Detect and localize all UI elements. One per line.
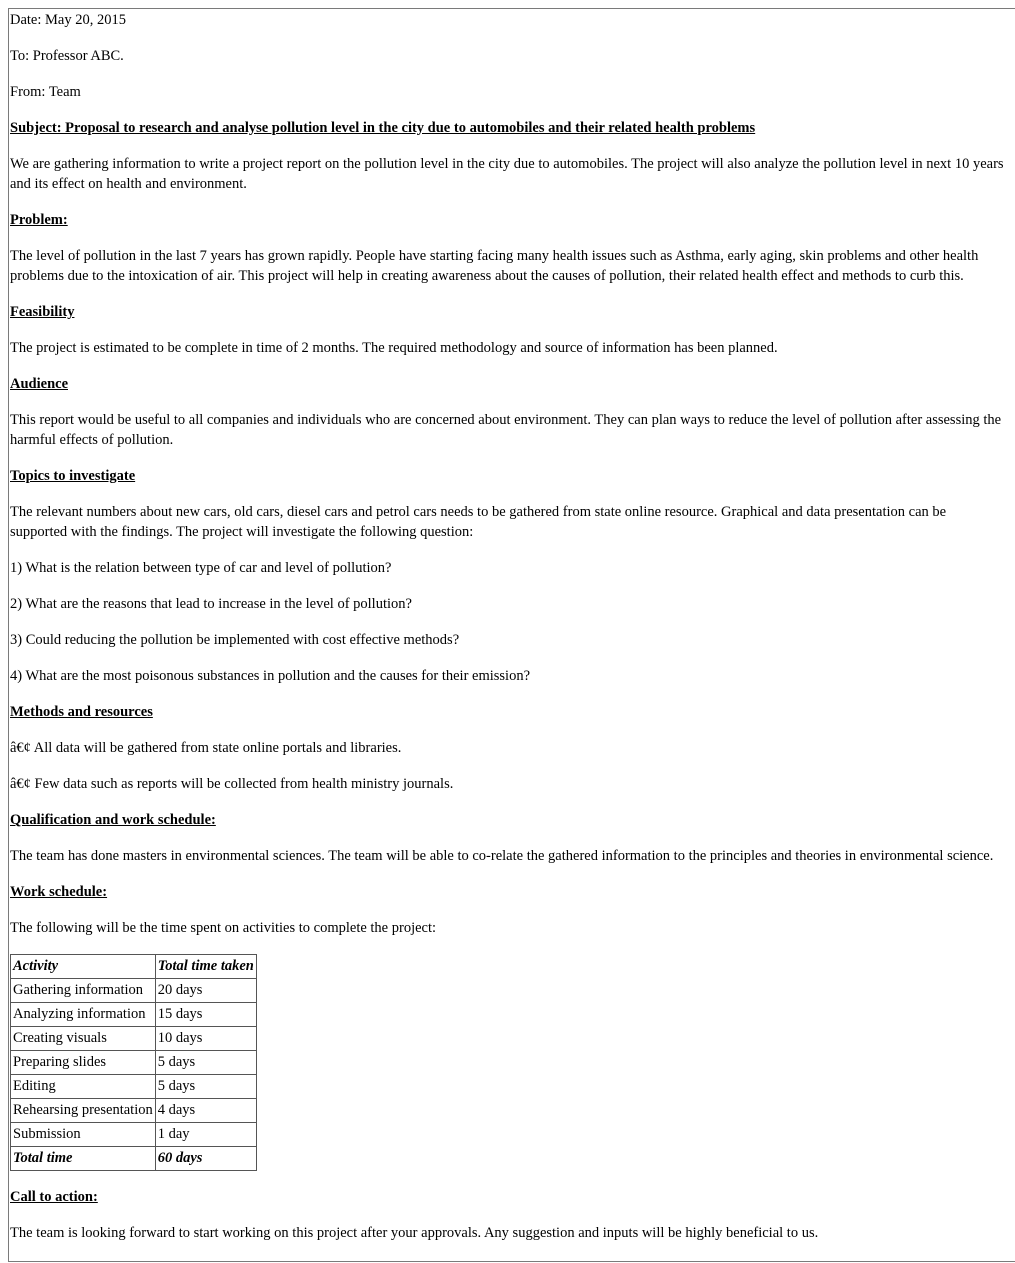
table-row — [11, 979, 257, 1003]
total-label-cell: Total time — [11, 1147, 156, 1171]
memo-document — [10, 10, 1005, 1259]
work-schedule-heading: Work schedule: — [10, 884, 108, 900]
memo-from: From: Team — [10, 84, 81, 100]
activity-cell: Creating visuals — [11, 1027, 156, 1051]
methods-heading: Methods and resources — [10, 704, 153, 720]
table-row — [11, 1075, 257, 1099]
table-row — [11, 1003, 257, 1027]
time-cell: 20 days — [155, 979, 256, 1003]
topic-question: 2) What are the reasons that lead to increase in the level of pollution? — [10, 596, 412, 612]
work-schedule-text: The following will be the time spent on activities to complete the project: — [10, 920, 437, 936]
table-header-activity: Activity — [11, 955, 156, 979]
activity-cell: Rehearsing presentation — [11, 1099, 156, 1123]
table-row — [11, 1099, 257, 1123]
problem-text: The level of pollution in the last 7 years has grown rapidly. People have starting facing many health issues such as Asthma, early aging, skin problems and other health problems due to the intoxication of air. This project will help in creating awareness about the causes of pollution, their related health effect and methods to curb this. — [10, 248, 979, 284]
activity-cell: Editing — [11, 1075, 156, 1099]
memo-subject: Subject: Proposal to research and analyse pollution level in the city due to automobiles and their related health problems — [10, 120, 756, 136]
topic-question: 3) Could reducing the pollution be implemented with cost effective methods? — [10, 632, 460, 648]
table-header-time: Total time taken — [155, 955, 256, 979]
topics-heading: Topics to investigate — [10, 468, 136, 484]
table-total-row — [11, 1147, 257, 1171]
qualification-heading: Qualification and work schedule: — [10, 812, 216, 828]
topic-question: 4) What are the most poisonous substances in pollution and the causes for their emission? — [10, 668, 531, 684]
table-header-row — [11, 955, 257, 979]
time-cell: 10 days — [155, 1027, 256, 1051]
table-row — [11, 1027, 257, 1051]
activity-cell: Submission — [11, 1123, 156, 1147]
time-cell: 1 day — [155, 1123, 256, 1147]
problem-heading: Problem: — [10, 212, 68, 228]
topics-text: The relevant numbers about new cars, old cars, diesel cars and petrol cars needs to be gathered from state online resource. Graphical and data presentation can be supported with the findings. The project will investigate the following question: — [10, 504, 947, 540]
total-value-cell: 60 days — [155, 1147, 256, 1171]
qualification-text: The team has done masters in environmental sciences. The team will be able to co-relate the gathered information to the principles and theories in environmental science. — [10, 848, 994, 864]
table-row — [11, 1051, 257, 1075]
memo-date: Date: May 20, 2015 — [10, 12, 126, 28]
memo-to: To: Professor ABC. — [10, 48, 124, 64]
memo-intro: We are gathering information to write a project report on the pollution level in the city due to automobiles. The project will also analyze the pollution level in next 10 years and its effect on health and environment. — [10, 156, 1004, 192]
methods-item: â€¢ Few data such as reports will be collected from health ministry journals. — [10, 776, 454, 792]
call-to-action-text: The team is looking forward to start working on this project after your approvals. Any suggestion and inputs will be highly beneficial to us. — [10, 1225, 819, 1241]
work-schedule-table — [10, 954, 257, 1171]
methods-item: â€¢ All data will be gathered from state online portals and libraries. — [10, 740, 402, 756]
time-cell: 5 days — [155, 1051, 256, 1075]
activity-cell: Preparing slides — [11, 1051, 156, 1075]
time-cell: 15 days — [155, 1003, 256, 1027]
table-row — [11, 1123, 257, 1147]
activity-cell: Analyzing information — [11, 1003, 156, 1027]
time-cell: 4 days — [155, 1099, 256, 1123]
topic-question: 1) What is the relation between type of car and level of pollution? — [10, 560, 392, 576]
time-cell: 5 days — [155, 1075, 256, 1099]
activity-cell: Gathering information — [11, 979, 156, 1003]
audience-heading: Audience — [10, 376, 68, 392]
feasibility-text: The project is estimated to be complete in time of 2 months. The required methodology and source of information has been planned. — [10, 340, 778, 356]
call-to-action-heading: Call to action: — [10, 1189, 98, 1205]
audience-text: This report would be useful to all companies and individuals who are concerned about environment. They can plan ways to reduce the level of pollution after assessing the harmful effects of pollution. — [10, 412, 1002, 448]
feasibility-heading: Feasibility — [10, 304, 75, 320]
